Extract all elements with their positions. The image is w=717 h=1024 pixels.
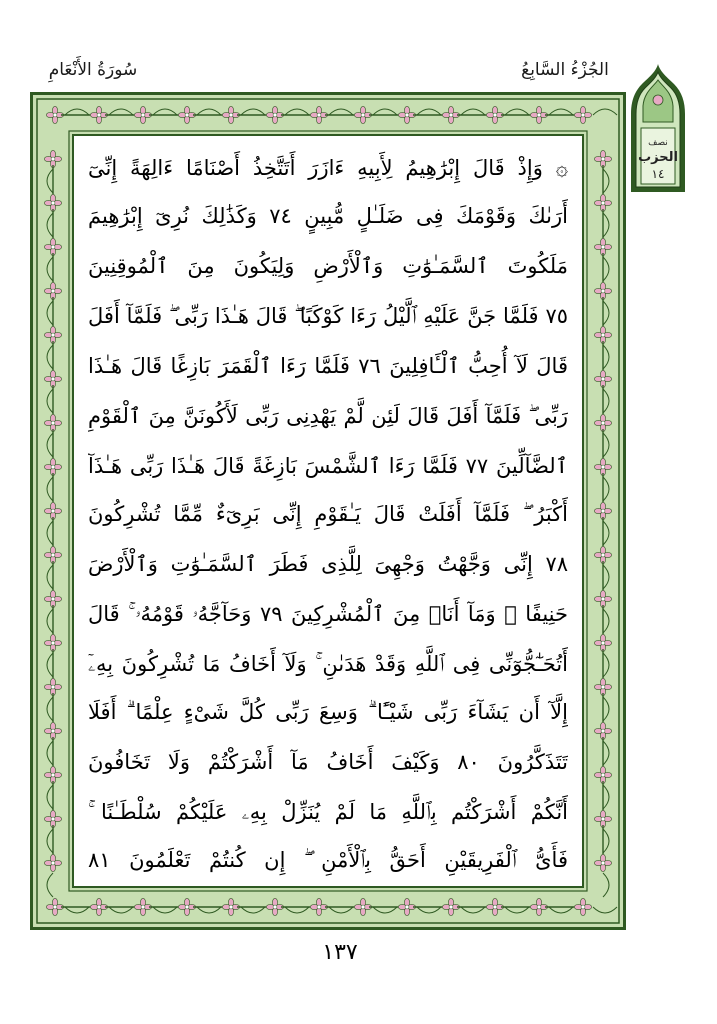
hizb-marker	[628, 62, 688, 196]
verse-line-15: فَأَىُّ ٱلْفَرِيقَيْنِ أَحَقُّ بِٱلْأَمْنِ ۖ إِن كُنتُمْ تَعْلَمُونَ ٨١	[88, 848, 568, 872]
verse-line-14: أَنَّكُمْ أَشْرَكْتُم بِٱللَّهِ مَا لَمْ يُنَزِّلْ بِهِۦ عَلَيْكُمْ سُلْطَـٰنًا ۚ	[88, 800, 568, 824]
verse-line-2: أَرَىٰكَ وَقَوْمَكَ فِى ضَلَـٰلٍ مُّبِينٍ ٧٤ وَكَذَٰلِكَ نُرِىٓ إِبْرَٰهِيمَ	[88, 204, 568, 228]
text-panel	[72, 134, 584, 888]
verse-line-7: ٱلضَّآلِّينَ ٧٧ فَلَمَّا رَءَا ٱلشَّمْسَ بَازِغَةً قَالَ هَـٰذَا رَبِّى هَـٰذَآ	[88, 454, 568, 478]
hizb-label: الحزب	[638, 150, 678, 165]
verse-line-4: ٧٥ فَلَمَّا جَنَّ عَلَيْهِ ٱلَّيْلُ رَءَا كَوْكَبًا ۖ قَالَ هَـٰذَا رَبِّى ۖ فَلَمَّآ أَفَلَ	[88, 304, 568, 328]
verse-line-9: ٧٨ إِنِّى وَجَّهْتُ وَجْهِىَ لِلَّذِى فَطَرَ ٱلسَّمَـٰوَٰتِ وَٱلْأَرْضَ	[88, 552, 568, 576]
verse-line-3: مَلَكُوتَ ٱلسَّمَـٰوَٰتِ وَٱلْأَرْضِ وَلِيَكُونَ مِنَ ٱلْمُوقِنِينَ	[88, 254, 568, 278]
juz-title: الجُزْءُ السَّابِعُ	[521, 60, 609, 80]
hizb-number: ١٤	[651, 167, 665, 181]
hizb-quarter-label: نصف	[648, 138, 668, 148]
verse-line-1: ۞ وَإِذْ قَالَ إِبْرَٰهِيمُ لِأَبِيهِ ءَازَرَ أَتَتَّخِذُ أَصْنَامًا ءَالِهَةً إِنِّىٓ	[88, 156, 568, 180]
verse-line-8: أَكْبَرُ ۖ فَلَمَّآ أَفَلَتْ قَالَ يَـٰقَوْمِ إِنِّى بَرِىٓءٌ مِّمَّا تُشْرِكُونَ	[88, 502, 568, 526]
page-number: ١٣٧	[322, 940, 358, 965]
verse-line-5: قَالَ لَآ أُحِبُّ ٱلْـَٔافِلِينَ ٧٦ فَلَمَّا رَءَا ٱلْقَمَرَ بَازِغًا قَالَ هَـٰذَا	[88, 354, 568, 378]
verse-line-11: أَتُحَـٰٓجُّوٓنِّى فِى ٱللَّهِ وَقَدْ هَدَىٰنِ ۚ وَلَآ أَخَافُ مَا تُشْرِكُونَ بِهِۦٓ	[88, 652, 568, 676]
verse-line-6: رَبِّى ۖ فَلَمَّآ أَفَلَ قَالَ لَئِن لَّمْ يَهْدِنِى رَبِّى لَأَكُونَنَّ مِنَ ٱلْقَوْمِ	[88, 404, 568, 428]
verse-line-10: حَنِيفًا ۖ وَمَآ أَنَا۠ مِنَ ٱلْمُشْرِكِينَ ٧٩ وَحَآجَّهُۥ قَوْمُهُۥ ۚ قَالَ	[88, 602, 568, 626]
verse-line-12: إِلَّآ أَن يَشَآءَ رَبِّى شَيْـًٔا ۗ وَسِعَ رَبِّى كُلَّ شَىْءٍ عِلْمًا ۗ أَفَلَا	[88, 700, 568, 724]
verse-line-13: تَتَذَكَّرُونَ ٨٠ وَكَيْفَ أَخَافُ مَآ أَشْرَكْتُمْ وَلَا تَخَافُونَ	[88, 750, 568, 774]
surah-title: سُورَةُ الأَنْعَامِ	[48, 60, 138, 80]
